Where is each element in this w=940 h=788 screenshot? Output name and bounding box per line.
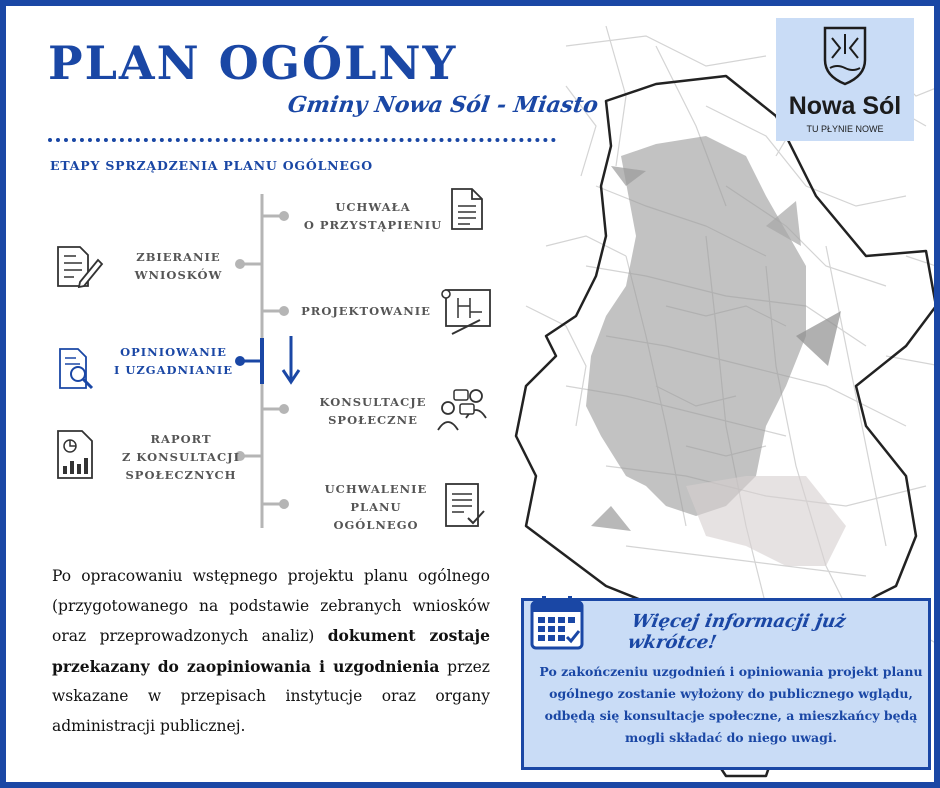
document-pen-icon [54, 242, 104, 292]
coat-of-arms-icon [822, 24, 868, 86]
stage-projektowanie-label: PROJEKTOWANIE [301, 304, 431, 318]
approval-checklist-icon [442, 480, 488, 530]
timeline-node-konsultacje [279, 404, 289, 414]
logo-city-name: Nowa Sól [788, 92, 902, 120]
stage-opiniowanie-label: OPINIOWANIE I UZGADNIANIE [114, 345, 233, 377]
report-chart-icon [54, 428, 98, 482]
dotted-divider [48, 138, 556, 142]
document-icon [446, 186, 486, 232]
stage-uchwala-label: UCHWAŁA O PRZYSTĄPIENIU [303, 200, 443, 232]
description-paragraph: Po opracowaniu wstępnego projektu planu ogólnego (przygotowanego na podstawie zebranych wniosków oraz przeprowadzonych analiz) dokument zostaje przekazany do zaopiniowania i uzgodnienia przez wskazane w przepisach instytucje oraz organy administracji publicznej. [52, 567, 491, 735]
stages-heading: ETAPY SPRZĄDZENIA PLANU OGÓLNEGO [50, 158, 373, 173]
stage-konsultacje-label: KONSULTACJE SPOŁECZNE [319, 395, 427, 427]
info-text: Po zakończeniu uzgodnień i opiniowania projekt planu ogólnego zostanie wyłożony do publicznego wglądu, odbędą się konsultacje społeczne, a mieszkańcy będą mogli składać do niego uwagi. [539, 664, 923, 745]
timeline-node-projektowanie [279, 306, 289, 316]
urban-core-area [586, 136, 806, 516]
growth-arrow-southwest [591, 506, 631, 531]
stage-zbieranie-label: ZBIERANIE WNIOSKÓW [134, 250, 223, 282]
page-title: PLAN OGÓLNY [48, 36, 458, 90]
timeline-node-uchwalenie [279, 499, 289, 509]
city-logo [776, 18, 914, 141]
stage-uchwalenie-label: UCHWALENIE PLANU OGÓLNEGO [324, 482, 428, 532]
blueprint-icon [440, 284, 496, 338]
logo-tagline: TU PŁYNIE NOWE [806, 124, 884, 134]
document-search-icon [56, 346, 100, 392]
stage-raport-label: RAPORT Z KONSULTACJI SPOŁECZNYCH [122, 432, 240, 482]
page-subtitle: Gminy Nowa Sól - Miasto [286, 92, 600, 118]
calendar-icon [528, 594, 588, 654]
info-title: Więcej informacji już wkrótce! [626, 611, 848, 653]
southern-area [686, 476, 846, 566]
consultation-icon [434, 384, 490, 438]
arrow-down-icon [279, 334, 303, 386]
